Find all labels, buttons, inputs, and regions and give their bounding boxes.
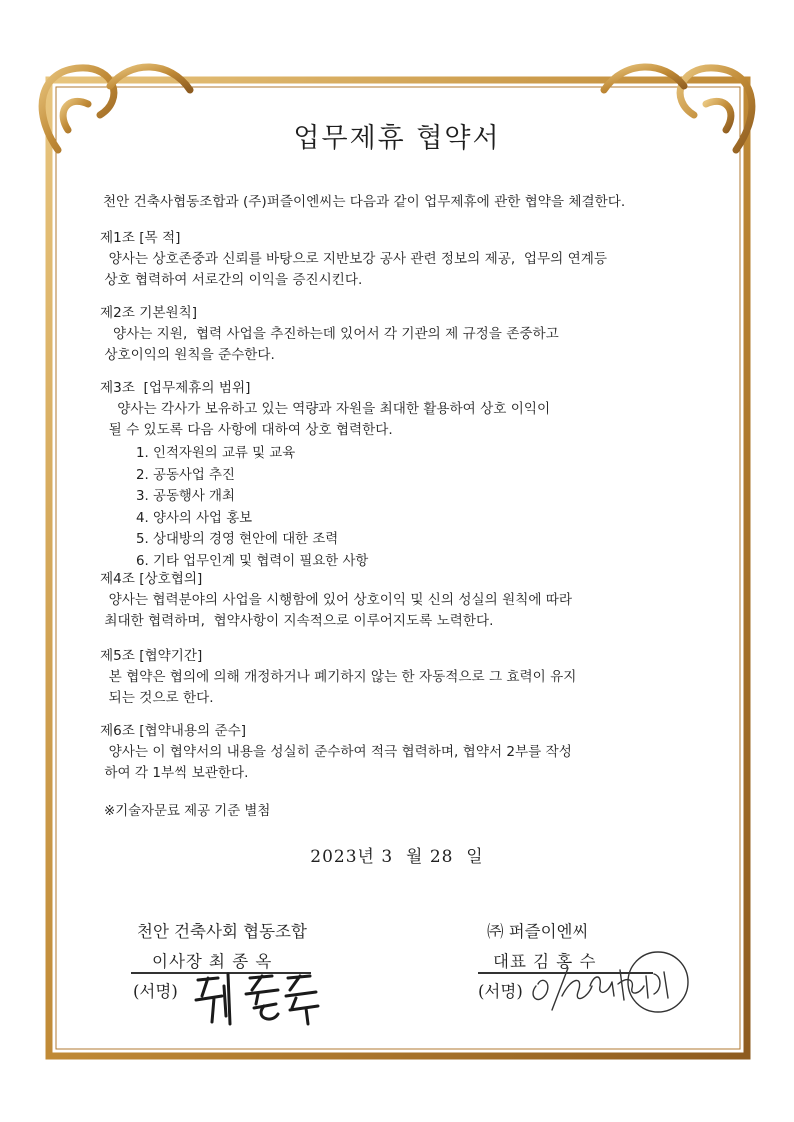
article-2: [100, 303, 700, 366]
handwritten-signature-left: [192, 966, 332, 1028]
article-6: [100, 721, 700, 784]
list-item: 6. 기타 업무인계 및 협력이 필요한 사항: [136, 553, 369, 569]
agreement-date: 2023년 3 월 28 일: [310, 847, 484, 867]
article-3: [100, 378, 700, 572]
article-line: 양사는 지원, 협력 사업을 추진하는데 있어서 각 기관의 제 규정을 존중하고: [100, 326, 559, 342]
article-line: 양사는 이 협약서의 내용을 성실히 준수하여 적극 협력하며, 협약서 2부를 작성: [100, 744, 572, 760]
party-org: 천안 건축사회 협동조합: [137, 922, 307, 941]
article-line: 상호 협력하여 서로간의 이익을 증진시킨다.: [100, 272, 363, 288]
article-heading: 제2조 기본원칙]: [100, 305, 198, 321]
cooperation-list: [136, 443, 700, 572]
signature-label: (서명): [478, 982, 523, 1001]
article-line: 양사는 상호존중과 신뢰를 바탕으로 지반보강 공사 관련 정보의 제공, 업무의 연계등: [100, 251, 607, 267]
article-line: 될 수 있도록 다음 사항에 대하여 상호 협력한다.: [100, 422, 393, 438]
article-heading: 제1조 [목 적]: [100, 230, 181, 246]
article-line: 양사는 각사가 보유하고 있는 역량과 자원을 최대한 활용하여 상호 이익이: [100, 401, 551, 417]
article-4: [100, 569, 700, 632]
list-item: 1. 인적자원의 교류 및 교육: [136, 446, 296, 461]
article-line: 상호이익의 원칙을 준수한다.: [100, 347, 275, 363]
article-heading: 제5조 [협약기간]: [100, 648, 203, 664]
handwritten-signature-right: [528, 946, 698, 1026]
article-5: [100, 646, 700, 709]
article-heading: 제6조 [협약내용의 준수]: [100, 723, 247, 739]
article-heading: 제4조 [상호협의]: [100, 571, 203, 587]
list-item: 5. 상대방의 경영 현안에 대한 조력: [136, 532, 339, 547]
intro-paragraph: 천안 건축사협동조합과 (주)퍼즐이엔씨는 다음과 같이 업무제휴에 관한 협약을 체결한다.: [103, 194, 626, 210]
list-item: 4. 양사의 사업 홍보: [136, 510, 253, 526]
article-line: 최대한 협력하며, 협약사항이 지속적으로 이루어지도록 노력한다.: [100, 613, 494, 629]
article-line: 하여 각 1부씩 보관한다.: [100, 765, 249, 781]
attachment-note: ※기술자문료 제공 기준 별첨: [104, 804, 271, 819]
article-line: 양사는 협력분야의 사업을 시행함에 있어 상호이익 및 신의 성실의 원칙에 따라: [100, 592, 573, 608]
document-title: 업무제휴 협약서: [293, 123, 501, 154]
signature-label: (서명): [133, 982, 178, 1001]
article-line: 본 협약은 협의에 의해 개정하거나 폐기하지 않는 한 자동적으로 그 효력이 유지: [100, 669, 577, 685]
article-line: 되는 것으로 한다.: [100, 690, 214, 706]
party-org: ㈜ 퍼즐이엔씨: [487, 922, 589, 941]
list-item: 2. 공동사업 추진: [136, 467, 235, 483]
list-item: 3. 공동행사 개최: [136, 489, 235, 504]
party-representative: 이사장 최 종 옥: [152, 952, 273, 971]
party-representative: 대표 김 홍 수: [493, 952, 597, 971]
article-1: [100, 228, 700, 291]
article-heading: 제3조 [업무제휴의 범위]: [100, 380, 251, 396]
